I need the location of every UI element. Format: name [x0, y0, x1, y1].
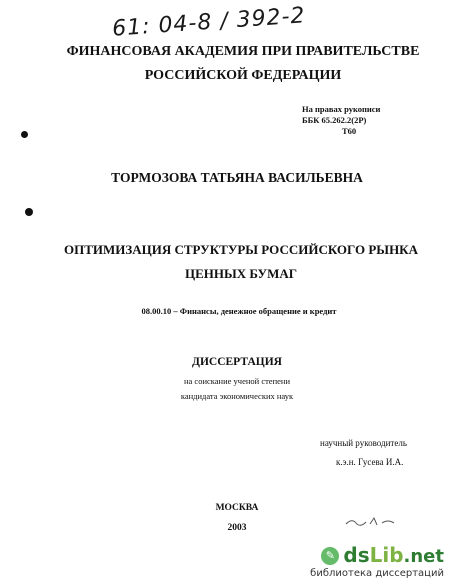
- watermark-lib: Lib: [369, 543, 404, 567]
- organization-line-2: РОССИЙСКОЙ ФЕДЕРАЦИИ: [144, 68, 342, 83]
- degree-line-1: на соискание ученой степени: [183, 376, 290, 386]
- degree-line-2: кандидата экономических наук: [180, 391, 294, 401]
- watermark-net: .net: [403, 546, 444, 567]
- signature-scribble: [344, 514, 400, 528]
- document-type: ДИССЕРТАЦИЯ: [192, 356, 282, 368]
- watermark-subtitle: библиотека диссертаций: [310, 568, 444, 579]
- author-code: Т60: [342, 126, 357, 136]
- title-line-2: ЦЕННЫХ БУМАГ: [184, 266, 298, 281]
- organization-line-1: ФИНАНСОВАЯ АКАДЕМИЯ ПРИ ПРАВИТЕЛЬСТВЕ: [66, 44, 420, 59]
- title-line-1: ОПТИМИЗАЦИЯ СТРУКТУРЫ РОССИЙСКОГО РЫНКА: [64, 242, 418, 257]
- handwritten-code: 61: 04-8 / 392-2: [111, 3, 307, 42]
- author-name: ТОРМОЗОВА ТАТЬЯНА ВАСИЛЬЕВНА: [111, 170, 363, 185]
- specialty-code: 08.00.10 – Финансы, денежное обращение и кредит: [141, 306, 337, 316]
- supervisor-label: научный руководитель: [320, 438, 407, 448]
- manuscript-rights: На правах рукописи: [302, 104, 381, 114]
- year: 2003: [227, 523, 247, 533]
- binding-hole-dot: [25, 208, 33, 216]
- watermark-ds: ds: [343, 543, 370, 567]
- supervisor-name: к.э.н. Гусева И.А.: [336, 457, 404, 467]
- book-icon: ✎: [321, 547, 339, 565]
- manuscript-block: [302, 104, 380, 137]
- city: МОСКВА: [215, 503, 259, 513]
- bbk-code: ББК 65.262.2(2Р): [302, 115, 367, 125]
- binding-hole-dot: [21, 131, 28, 138]
- watermark-logo: [310, 544, 444, 568]
- watermark: [310, 544, 444, 580]
